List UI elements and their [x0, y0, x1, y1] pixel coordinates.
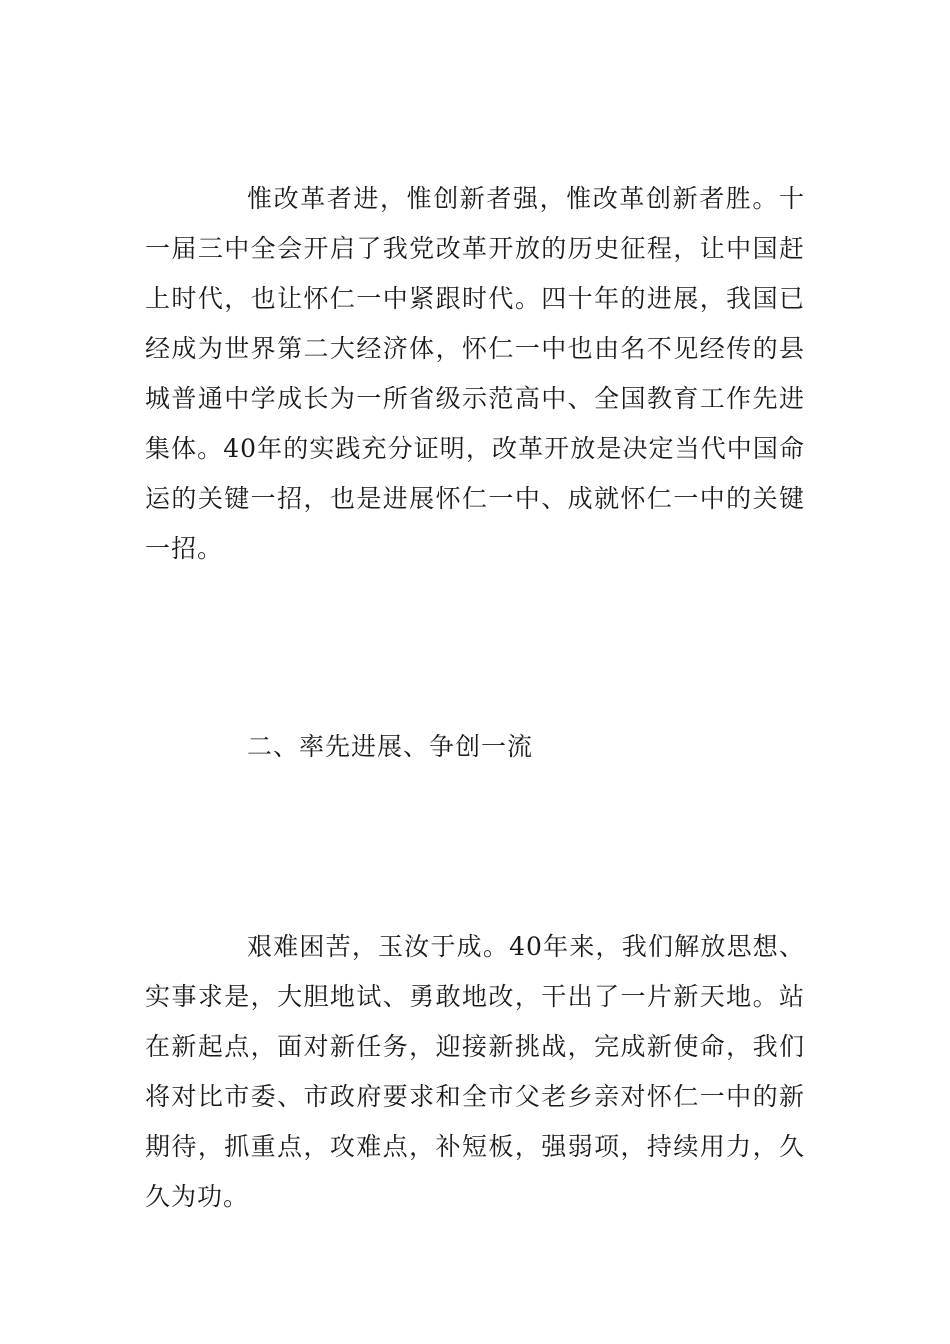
section-heading: 二、率先进展、争创一流 [247, 732, 534, 761]
body-paragraph-reform: 惟改革者进，惟创新者强，惟改革创新者胜。十一届三中全会开启了我党改革开放的历史征程，让中国赶上时代，也让怀仁一中紧跟时代。四十年的进展，我国已经成为世界第二大经济体，怀仁一中也由名不见经传的县城普通中学成长为一所省级示范高中、全国教育工作先进集体。40年的实践充分证明，改革开放是决定当代中国命运的关键一招，也是进展怀仁一中、成就怀仁一中的关键一招。 [145, 184, 805, 563]
body-paragraph-progress: 艰难困苦，玉汝于成。40年来，我们解放思想、实事求是，大胆地试、勇敢地改，干出了一片新天地。站在新起点，面对新任务，迎接新挑战，完成新使命，我们将对比市委、市政府要求和全市父老乡亲对怀仁一中的新期待，抓重点，攻难点，补短板，强弱项，持续用力，久久为功。 [145, 932, 805, 1211]
